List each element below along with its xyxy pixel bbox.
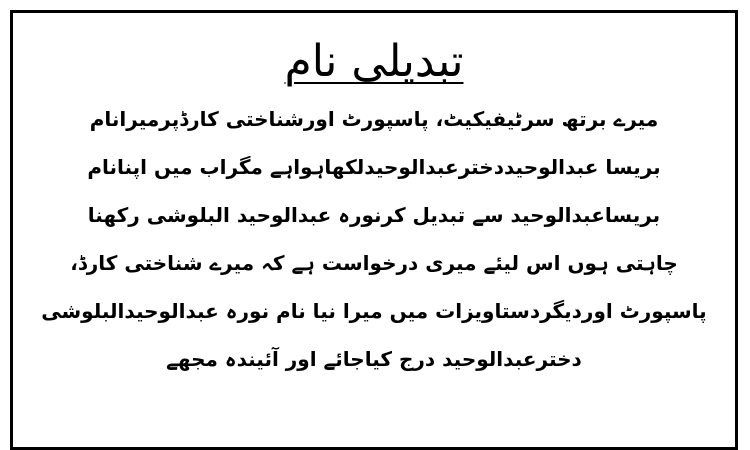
notice-body [13,107,735,371]
notice-line: بریساعبدالوحید سے تبدیل کرنورہ عبدالوحید البلوشی رکھنا [87,203,661,227]
notice-line: دخترعبدالوحید درج کیاجائے اور آئیندہ مجھے [166,347,582,371]
notice-line: پاسپورٹ اوردیگردستاویزات میں میرا نیا نام نورہ عبدالوحیدالبلوشی [41,299,707,323]
notice-line: میرے برتھ سرٹیفیکیٹ، پاسپورٹ اورشناختی کارڈپرمیرانام [89,107,659,131]
notice-line: چاہتی ہوں اس لیئے میری درخواست ہے کہ میرے شناختی کارڈ، [70,251,678,275]
name-change-notice [10,10,738,450]
notice-title: تبدیلی نام [284,36,464,87]
notice-line: بریسا عبدالوحیددخترعبدالوحیدلکھاہواہے مگراب میں اپنانام [87,155,661,179]
